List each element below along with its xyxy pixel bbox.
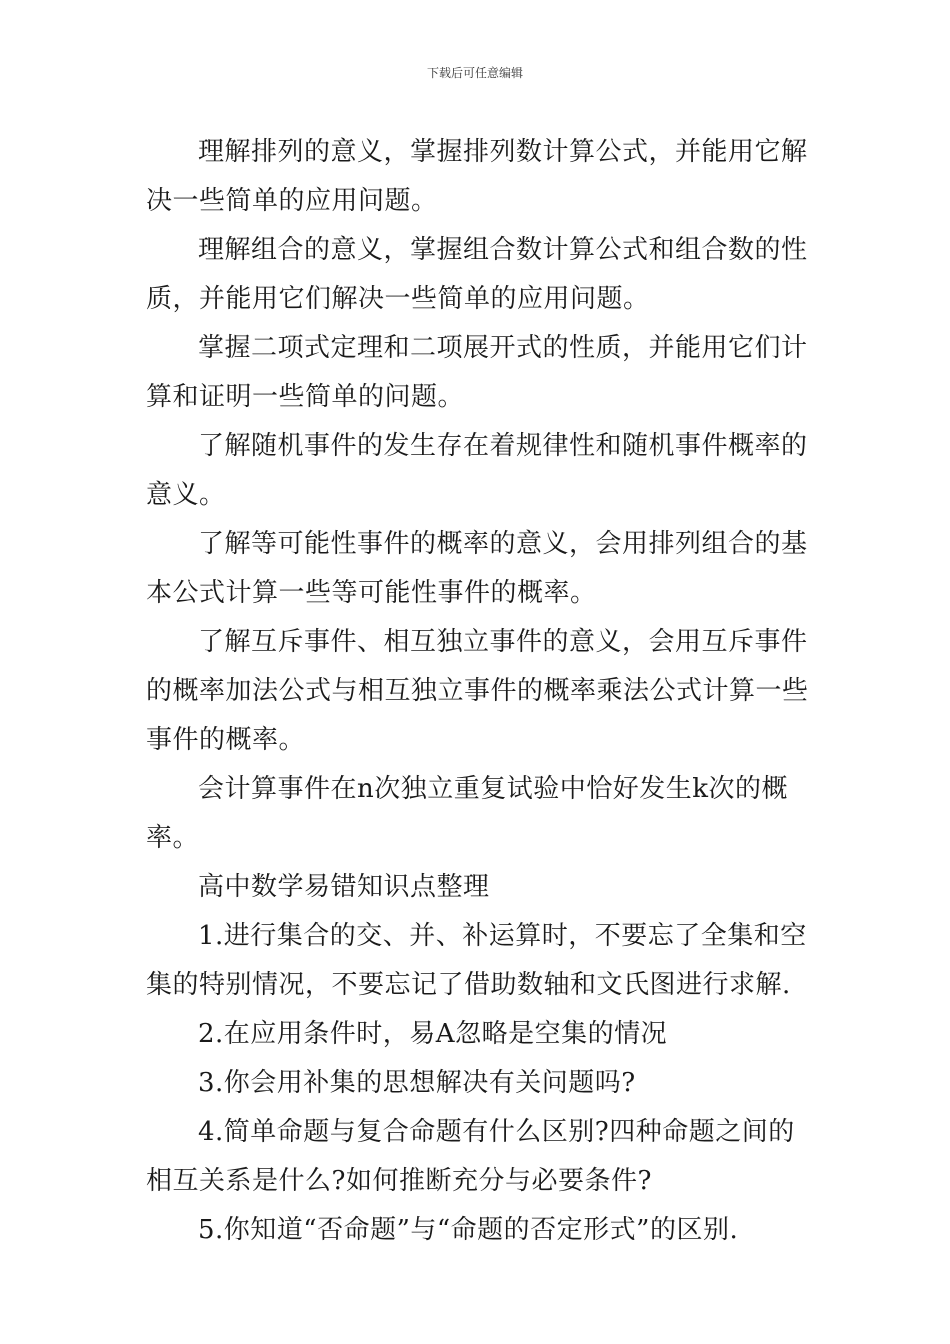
page-header: 下载后可任意编辑 [426,66,523,80]
paragraph-permutation: 理解排列的意义，掌握排列数计算公式，并能用它解决一些简单的应用问题。 [146,137,808,216]
paragraph-bernoulli: 会计算事件在n次独立重复试验中恰好发生k次的概率。 [146,774,789,853]
document-body [146,128,810,1255]
paragraph-exclusive-independent: 了解互斥事件、相互独立事件的意义，会用互斥事件的概率加法公式与相互独立事件的概率乘法公式计算一些事件的概率。 [146,627,809,755]
list-item-3: 3.你会用补集的思想解决有关问题吗? [198,1068,636,1098]
paragraph-binomial: 掌握二项式定理和二项展开式的性质，并能用它们计算和证明一些简单的问题。 [146,333,808,412]
list-item-5: 5.你知道“否命题”与“命题的否定形式”的区别. [198,1215,739,1245]
paragraph-combination: 理解组合的意义，掌握组合数计算公式和组合数的性质，并能用它们解决一些简单的应用问题。 [146,235,808,314]
section-heading: 高中数学易错知识点整理 [198,872,490,902]
paragraph-random-events: 了解随机事件的发生存在着规律性和随机事件概率的意义。 [146,431,808,510]
list-item-2: 2.在应用条件时，易A忽略是空集的情况 [198,1019,668,1049]
paragraph-equal-probability: 了解等可能性事件的概率的意义，会用排列组合的基本公式计算一些等可能性事件的概率。 [146,529,808,608]
list-item-1: 1.进行集合的交、并、补运算时，不要忘了全集和空集的特别情况，不要忘记了借助数轴和文氏图进行求解. [146,921,807,1000]
list-item-4: 4.简单命题与复合命题有什么区别?四种命题之间的相互关系是什么?如何推断充分与必要条件? [146,1117,795,1196]
